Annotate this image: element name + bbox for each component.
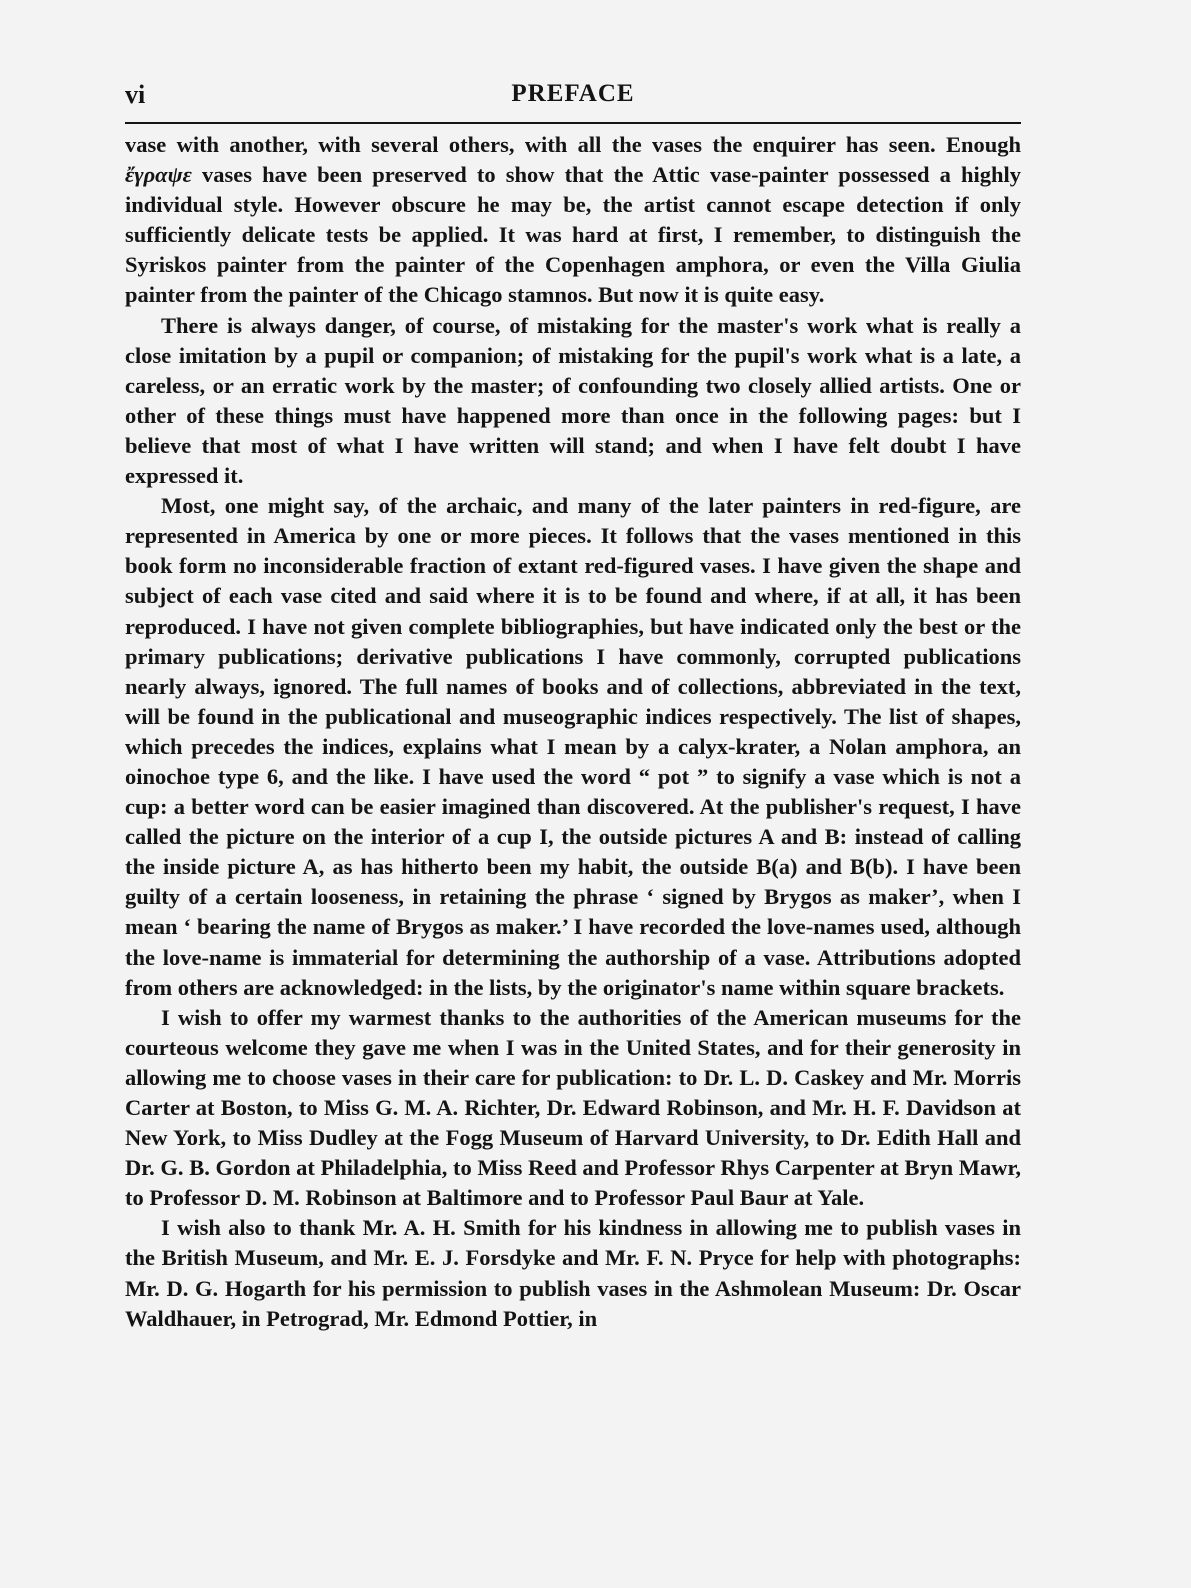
paragraph-continued [125,130,1021,311]
paragraph-text: vase with another, with several others, with all the vases the enquirer has seen. Enough [125,132,1021,157]
greek-word: ἔγραψε [125,162,192,188]
paragraph-text: vases have been preserved to show that the Attic vase-painter possessed a highly individual style. However obscure he may be, the artist cannot escape detection if only sufficiently delicate tests be applied. It was hard at first, I remember, to distinguish the Syriskos painter from the painter of the Copenhagen amphora, or even the Villa Giulia painter from the painter of the Chicago stamnos. But now it is quite easy. [125,162,1021,308]
header-rule [125,122,1021,124]
paragraph: Most, one might say, of the archaic, and many of the later painters in red-figure, are represented in America by one or more pieces. It follows that the vases mentioned in this book form no inconsiderable fraction of extant red-figured vases. I have given the shape and subject of each vase cited and said where it is to be found and where, if at all, it has been reproduced. I have not given complete bibliographies, but have indicated only the best or the primary publications; derivative publications I have commonly, corrupted publications nearly always, ignored. The full names of books and of collections, abbreviated in the text, will be found in the publicational and museographic indices respectively. The list of shapes, which precedes the indices, explains what I mean by a calyx-krater, a Nolan amphora, an oinochoe type 6, and the like. I have used the word “ pot ” to signify a vase which is not a cup: a better word can be easier imagined than discovered. At the publisher's request, I have called the picture on the interior of a cup I, the outside pictures A and B: instead of calling the inside picture A, as has hitherto been my habit, the outside B(a) and B(b). I have been guilty of a certain looseness, in retaining the phrase ‘ signed by Brygos as maker’, when I mean ‘ bearing the name of Brygos as maker.’ I have recorded the love-names used, although the love-name is immaterial for determining the authorship of a vase. Attributions adopted from others are acknowledged: in the lists, by the originator's name within square brackets. [125,493,1021,1000]
paragraph: I wish to offer my warmest thanks to the authorities of the American museums for the courteous welcome they gave me when I was in the United States, and for their generosity in allowing me to choose vases in their care for publication: to Dr. L. D. Caskey and Mr. Morris Carter at Boston, to Miss G. M. A. Richter, Dr. Edward Robinson, and Mr. H. F. Davidson at New York, to Miss Dudley at the Fogg Museum of Harvard University, to Dr. Edith Hall and Dr. G. B. Gordon at Philadelphia, to Miss Reed and Professor Rhys Carpenter at Bryn Mawr, to Professor D. M. Robinson at Baltimore and to Professor Paul Baur at Yale. [125,1004,1021,1211]
preface-body [125,130,1021,1334]
paragraph: There is always danger, of course, of mistaking for the master's work what is really a close imitation by a pupil or companion; of mistaking for the pupil's work what is a late, a careless, or an erratic work by the master; of confounding two closely allied artists. One or other of these things must have happened more than once in the following pages: but I believe that most of what I have written will stand; and when I have felt doubt I have expressed it. [125,312,1021,489]
paragraph: I wish also to thank Mr. A. H. Smith for his kindness in allowing me to publish vases in the British Museum, and Mr. E. J. Forsdyke and Mr. F. N. Pryce for help with photographs: Mr. D. G. Hogarth for his permission to publish vases in the Ashmolean Museum: Dr. Oscar Waldhauer, in Petrograd, Mr. Edmond Pottier, in [125,1215,1021,1331]
page-number: vi [125,80,146,109]
page-header [125,80,1021,114]
running-title: PREFACE [511,80,635,107]
